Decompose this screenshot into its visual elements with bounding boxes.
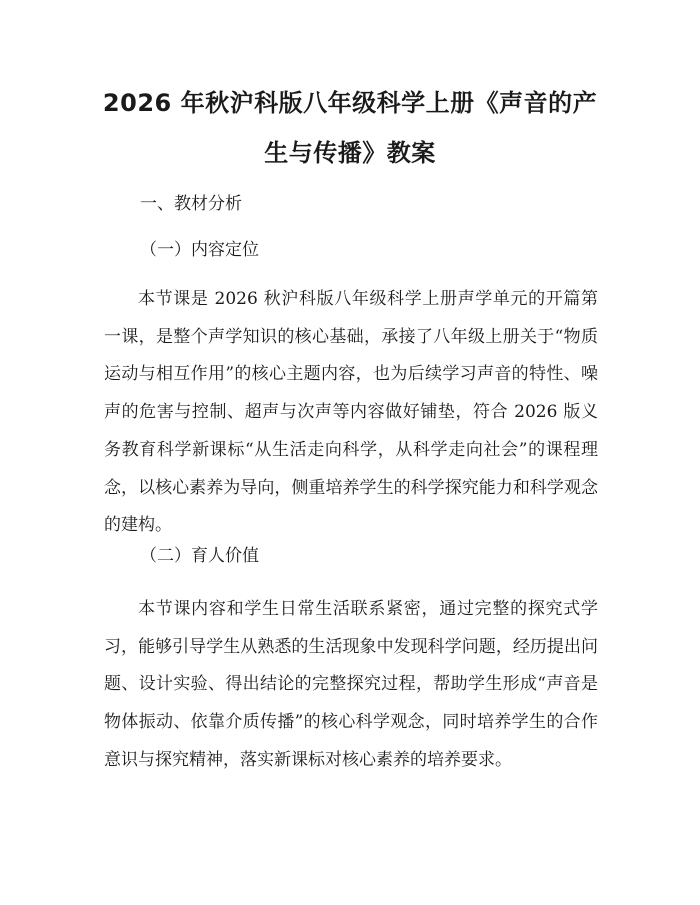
paragraph-educational-value: 本节课内容和学生日常生活联系紧密，通过完整的探究式学习，能够引导学生从熟悉的生活现象中发现科学问题，经历提出问题、设计实验、得出结论的完整探究过程，帮助学生形成“声音是物体振动、依靠介质传播”的核心科学观念，同时培养学生的合作意识与探究精神，落实新课标对核心素养的培养要求。 xyxy=(104,599,598,770)
section-heading: 一、教材分析 xyxy=(140,194,242,214)
subsection-heading-content-positioning: （一）内容定位 xyxy=(140,240,259,260)
document-title: 2026 年秋沪科版八年级科学上册《声音的产生与传播》教案 xyxy=(102,89,598,167)
paragraph-content-positioning: 本节课是 2026 秋沪科版八年级科学上册声学单元的开篇第一课，是整个声学知识的核心基础，承接了八年级上册关于“物质运动与相互作用”的核心主题内容，也为后续学习声音的特性、噪声的危害与控制、超声与次声等内容做好铺垫，符合 2026 版义务教育科学新课标“从生活走向科学，从科学走向社会”的课程理念，以核心素养为导向，侧重培养学生的科学探究能力和科学观念的建构。 xyxy=(104,289,598,536)
subsection-heading-educational-value: （二）育人价值 xyxy=(140,546,259,566)
